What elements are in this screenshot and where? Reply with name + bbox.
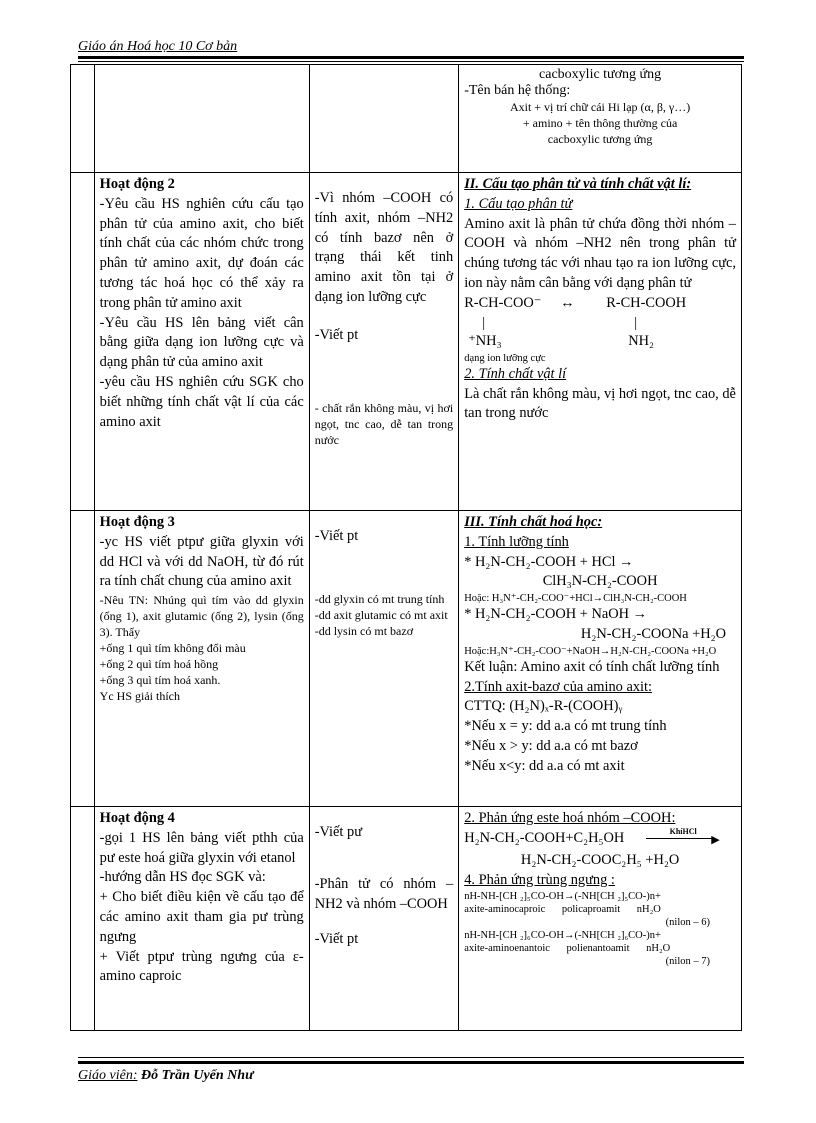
student-response: - chất rắn không màu, vị hơi ngọt, tnc cao, dễ tan trong nước — [314, 400, 454, 447]
header-rule-thin — [78, 61, 744, 62]
instruction: + Viết ptpư trùng ngưng của ε-amino caproic — [99, 948, 304, 985]
equation: H₂N-CH₂-COOC₂H₅ +H₂O — [520, 851, 680, 868]
polymer-names: axite-aminocaproic policaproamit nH₂O — [464, 904, 661, 916]
subsection-heading: 2.Tính axit-bazơ của amino axit: — [464, 678, 653, 695]
student-response: -dd lysin có mt bazơ — [314, 623, 414, 638]
equation-note: Hoặc: H₃N⁺-CH₂-COO⁻+HCl→ClH₃N-CH₂-COOH — [464, 593, 687, 605]
bond-bar: | — [634, 314, 638, 331]
equation: * H₂N-CH₂-COOH + NaOH → — [464, 606, 648, 623]
student-response: -dd glyxin có mt trung tính — [314, 591, 445, 606]
equation: * H₂N-CH₂-COOH + HCl → — [464, 553, 634, 570]
instruction: -yêu cầu HS nghiên cứu SGK cho biết những tính chất vật lí của các amino axit — [99, 373, 304, 430]
equation: ClH₃N-CH₂-COOH — [542, 573, 658, 590]
header-rule — [78, 56, 744, 59]
naming-cell — [459, 65, 742, 173]
subsection-heading: 2. Phản ứng este hoá nhóm –COOH: — [464, 810, 676, 826]
case: *Nếu x = y: dd a.a có mt trung tính — [464, 718, 667, 735]
nh3-group: ⁺NH₃ — [468, 332, 502, 349]
reaction-arrow — [646, 838, 714, 839]
equation-right: R-CH-COOH — [606, 294, 687, 311]
activity-title: Hoạt động 4 — [99, 810, 175, 826]
observation: +ống 3 quì tím hoá xanh. — [99, 673, 221, 688]
instruction: -Yêu cầu HS lên bảng viết cân bằng giữa dạng ion lưỡng cực và dạng phân tử của amino axit — [99, 314, 304, 371]
conclusion: Kết luận: Amino axit có tính chất lưỡng tính — [464, 658, 720, 675]
nh2-group: NH₂ — [628, 332, 654, 349]
line: cacboxylic tương ứng — [539, 67, 662, 82]
reaction-condition: KhíHCl — [669, 826, 697, 836]
student-response: -Vì nhóm –COOH có tính axit, nhóm –NH2 có tính bazơ nên ở trạng thái kết tinh amino axit tồn tại ở dạng ion lưỡng cực — [314, 190, 454, 305]
section-heading: II. Cấu tạo phân tử và tính chất vật lí: — [464, 176, 692, 192]
equation-note: Hoặc:H₃N⁺-CH₂-COO⁻+NaOH→H₂N-CH₂-COONa +H₂O — [464, 645, 717, 657]
instruction: -hướng dẫn HS đọc SGK và: — [99, 869, 266, 886]
section-heading: III. Tính chất hoá học: — [464, 514, 603, 530]
formula: CTTQ: (H₂N)ₓ-R-(COOH)ᵧ — [464, 698, 623, 715]
ion-label: dạng ion lưỡng cực — [464, 352, 546, 364]
instruction: + Cho biết điều kiện về cấu tạo để các amino axit tham gia pư trùng ngưng — [99, 889, 304, 945]
subsection-heading: 4. Phản ứng trùng ngưng : — [464, 871, 615, 888]
equation: H₂N-CH₂-COOH+C₂H₅OH — [464, 829, 625, 846]
line: Axit + vị trí chữ cái Hi lạp (α, β, γ…) — [509, 100, 691, 114]
polymer-equation: nH-NH-[CH ₂]₅CO-OH→(-NH[CH ₂]₅CO-)n+ — [464, 891, 661, 903]
student-response: -Viết pt — [314, 931, 359, 948]
polymer-label: (nilon – 6) — [665, 917, 710, 929]
table-row — [71, 173, 742, 511]
observation: +ống 1 quì tím không đổi màu — [99, 641, 246, 656]
activity-title: Hoạt động 3 — [99, 514, 175, 530]
equilibrium-arrow: ↔ — [560, 294, 575, 311]
subsection-heading: 1. Tính lưỡng tính — [464, 533, 569, 550]
student-response: -Viết pt — [314, 326, 359, 343]
case: *Nếu x<y: dd a.a có mt axit — [464, 757, 625, 774]
lesson-table — [70, 64, 742, 1031]
instruction: -Yêu cầu HS nghiên cứu cấu tạo phân tử của amino axit, cho biết tính chất của các nhóm chức trong phân tử amino axit, dự đoán các tương tác hoá học có thể xảy ra trong phân tử amino axit — [99, 195, 304, 311]
polymer-label: (nilon – 7) — [665, 956, 710, 968]
content-text: Là chất rắn không màu, vị hơi ngọt, tnc cao, dễ tan trong nước — [464, 385, 736, 422]
instruction: -yc HS viết ptpư giữa glyxin với dd HCl và với dd NaOH, từ đó rút ra tính chất chung của amino axit — [99, 533, 304, 590]
arrow-head-icon: ▶ — [711, 833, 720, 846]
bond-bar: | — [482, 314, 486, 331]
teacher-name: Đỗ Trần Uyển Như — [140, 1068, 254, 1083]
observation: +ống 2 quì tím hoá hồng — [99, 657, 219, 672]
student-response: -dd axit glutamic có mt axit — [314, 607, 448, 622]
student-response: -Viết pư — [314, 824, 363, 840]
equation-left: R-CH-COO⁻ — [464, 294, 542, 311]
subsection-heading: 2. Tính chất vật lí — [464, 365, 567, 382]
table-row — [71, 511, 742, 807]
page-header-title: Giáo án Hoá học 10 Cơ bản — [78, 39, 238, 54]
subsection-heading: 1. Cấu tạo phân tử — [464, 195, 573, 212]
case: *Nếu x > y: dd a.a có mt bazơ — [464, 737, 638, 754]
line: + amino + tên thông thường của — [522, 116, 678, 130]
instruction: -gọi 1 HS lên bảng viết pthh của pư este hoá giữa glyxin với etanol — [99, 829, 304, 866]
content-text: Amino axit là phân tử chứa đồng thời nhóm –COOH và nhóm –NH2 nên trong phân tử chúng tương tác với nhau tạo ra ion lưỡng cực, ion này nằm cân bằng với dạng phân tử — [464, 215, 736, 291]
student-response: -Viết pt — [314, 528, 359, 544]
line: cacboxylic tương ứng — [547, 132, 653, 146]
footer-rule — [78, 1061, 744, 1064]
table-row — [71, 65, 742, 173]
footer-rule-thin — [78, 1057, 744, 1058]
line: -Tên bán hệ thống: — [464, 83, 571, 98]
student-response: -Phân tử có nhóm –NH2 và nhóm –COOH — [314, 875, 454, 912]
instruction: -Nêu TN: Nhúng quì tím vào dd glyxin (ống 1), axit glutamic (ống 2), lysin (ống 3). Thấy — [99, 593, 304, 640]
observation: Yc HS giải thích — [99, 689, 180, 704]
footer-label: Giáo viên: — [78, 1068, 138, 1083]
activity-title: Hoạt động 2 — [99, 176, 175, 192]
equation: H₂N-CH₂-COONa +H₂O — [580, 625, 726, 642]
polymer-equation: nH-NH-[CH ₂]₆CO-OH→(-NH[CH ₂]₆CO-)n+ — [464, 930, 661, 942]
table-row — [71, 807, 742, 1031]
polymer-names: axite-aminoenantoic polienantoamit nH₂O — [464, 943, 671, 955]
footer — [78, 1068, 253, 1084]
